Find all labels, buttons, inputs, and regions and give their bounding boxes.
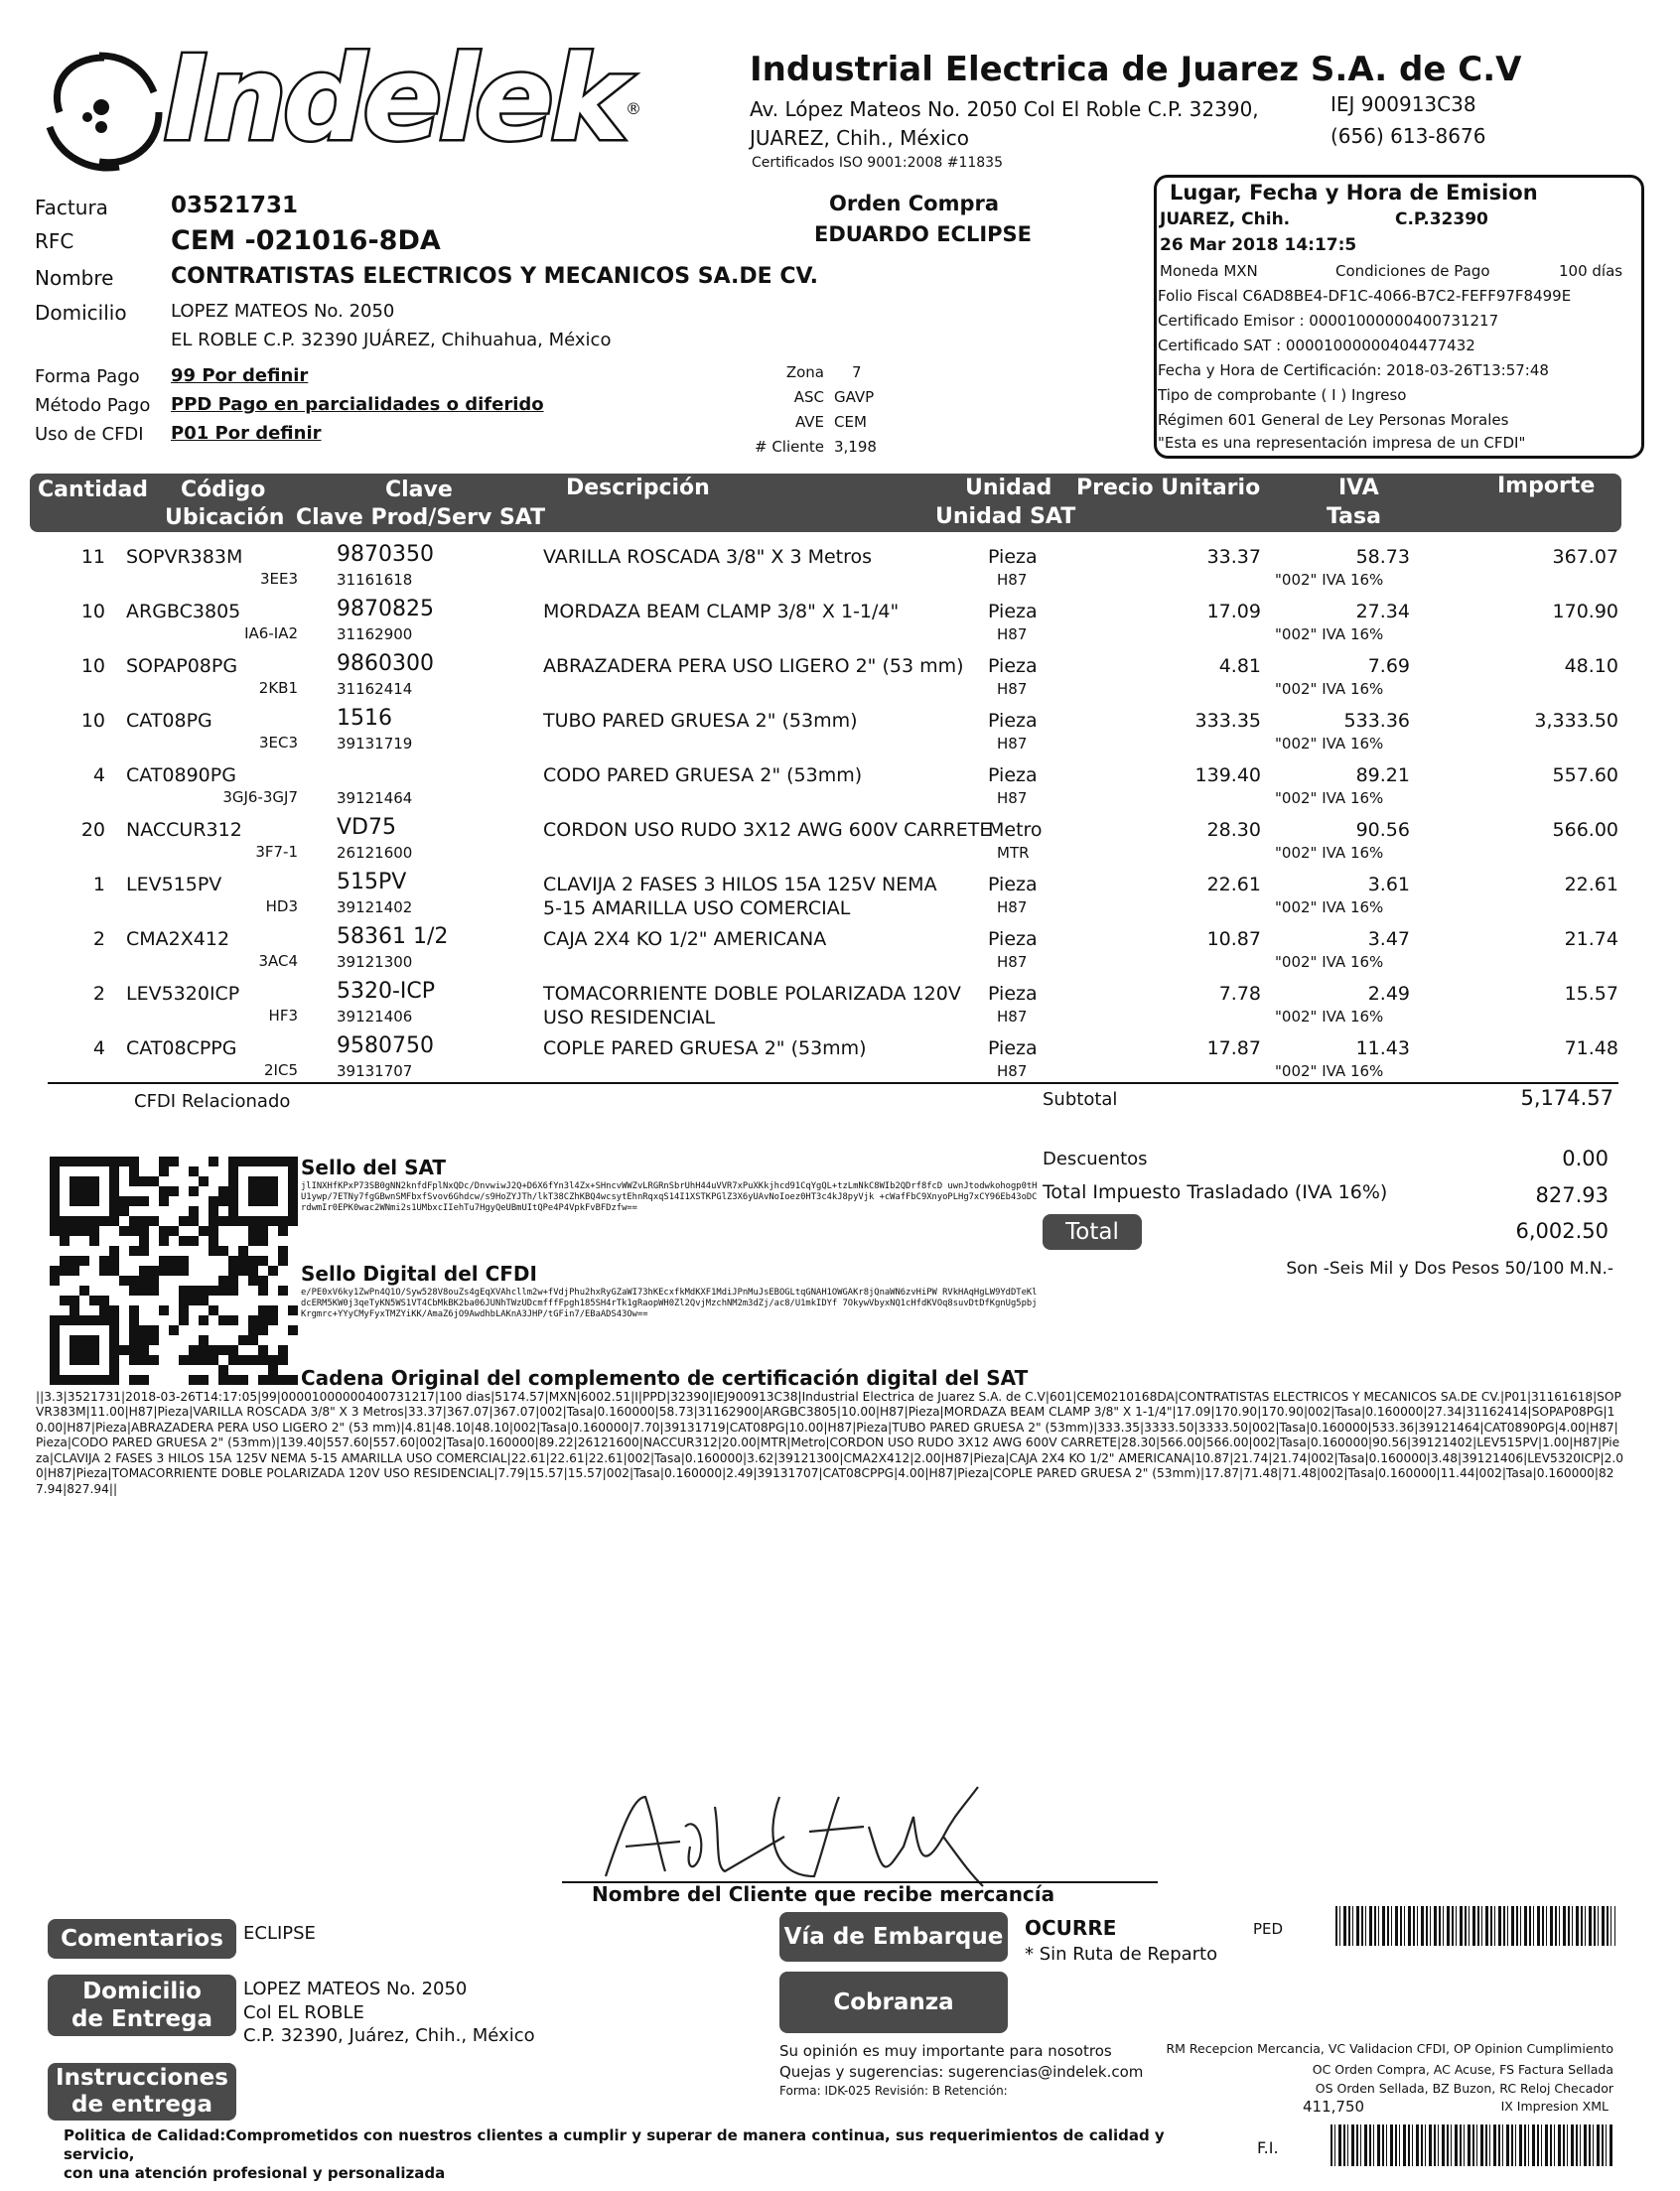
item-clave-sat: 31161618 [337,571,413,589]
item-ubicacion: 3AC4 [258,952,298,970]
item-clave: 5320-ICP [337,979,436,1004]
comentarios: ECLIPSE [243,1923,316,1944]
item-clave: 1516 [337,706,392,731]
item-tasa: "002" IVA 16% [1275,789,1384,807]
header-importe: Importe [1497,474,1596,498]
total-label: Total [1043,1214,1142,1250]
zona: 7 [852,363,862,381]
item-descripcion: CAJA 2X4 KO 1/2" AMERICANA [543,928,827,950]
firma-label: Nombre del Cliente que recibe mercancía [592,1882,1055,1906]
item-tasa: "002" IVA 16% [1275,898,1384,916]
item-descripcion: CODO PARED GRUESA 2" (53mm) [543,764,863,786]
item-codigo: CMA2X412 [126,928,230,950]
legend-3: OS Orden Sellada, BZ Buzon, RC Reloj Checador [1315,2081,1613,2096]
item-unidad: Pieza [988,546,1038,568]
item-clave-sat: 39121300 [337,953,413,971]
item-cantidad: 1 [92,874,105,895]
item-precio: 7.78 [1218,983,1261,1005]
item-clave-sat: 39131707 [337,1062,413,1080]
item-precio: 17.09 [1206,601,1261,622]
politica-calidad [64,2126,1235,2182]
folio-num: 411,750 [1303,2098,1365,2116]
entrega-line-3: C.P. 32390, Juárez, Chih., México [243,2025,535,2046]
item-importe: 21.74 [1564,928,1618,950]
item-clave-sat: 26121600 [337,844,413,862]
legend-1: RM Recepcion Mercancia, VC Validacion CFDI, OP Opinion Cumplimiento [1166,2041,1613,2056]
instrucciones-label-1: Instrucciones [56,2065,228,2091]
dias: 100 días [1559,262,1623,280]
nombre-label: Nombre [35,266,114,290]
item-iva: 89.21 [1355,764,1410,786]
barcode-top [1335,1906,1615,1946]
table-row [30,652,1618,707]
item-unidad-sat: H87 [997,1062,1028,1080]
asc: GAVP [834,388,875,406]
item-iva: 2.49 [1367,983,1410,1005]
item-descripcion: MORDAZA BEAM CLAMP 3/8" X 1-1/4" [543,601,900,622]
item-codigo: SOPVR383M [126,546,243,568]
item-unidad-sat: MTR [997,844,1030,862]
uso-cfdi: P01 Por definir [171,423,322,444]
item-descripcion: COPLE PARED GRUESA 2" (53mm) [543,1037,867,1059]
ruta: * Sin Ruta de Reparto [1025,1944,1218,1965]
item-tasa: "002" IVA 16% [1275,680,1384,698]
item-precio: 22.61 [1206,874,1261,895]
item-iva: 7.69 [1367,655,1410,677]
forma-pago-label: Forma Pago [35,366,140,387]
item-ubicacion: 2IC5 [264,1061,298,1079]
item-precio: 333.35 [1194,710,1261,732]
header-unidad-sat: Unidad SAT [935,504,1076,529]
forma-pago: 99 Por definir [171,365,309,386]
item-ubicacion: 3GJ6-3GJ7 [222,788,298,806]
item-iva: 11.43 [1355,1037,1410,1059]
via-embarque: OCURRE [1025,1916,1117,1940]
zona-label: Zona [785,363,824,381]
politica-text: Comprometidos con nuestros clientes a cumplir y superar de manera continua, sus requerimientos de calidad y servicio, [64,2126,1165,2163]
politica-text-2: con una atención profesional y personalizada [64,2163,446,2182]
item-descripcion: CLAVIJA 2 FASES 3 HILOS 15A 125V NEMA [543,874,937,895]
item-cantidad: 2 [92,928,105,950]
orden-compra: EDUARDO ECLIPSE [814,222,1033,246]
item-importe: 566.00 [1552,819,1618,841]
cadena-title: Cadena Original del complemento de certificación digital del SAT [301,1366,1029,1390]
sello-sat-text: jlINXHfKPxP73SB0gNN2knfdFplNxQDc/DnvwiwJ2Q+D6X6fYn3l4Zx+SHncvWWZvLRGRnSbrUhH44uVVR7xPuXKkjhcd91CqYgQL+tzLmNkC8WIb2QDrf8fcD uwnJtodwkohogp0tHU1ywp/7ETNy7fgGBwnSMFbxfSvov6Ghdcw/s9HoZYJTh/lkT38CZhKBQ4wcsytEhnRqxqS14I1XSTKPGlZ3X6yUAvNoIoez0HT3c4kJ8pyVjk +cWafFbC9XnyoPLHg7xCY96Eb43oDCrdwmIr0EPK0wac2WNmi2s1UMbxcIIehTu7HgyQeUBmUItQPe4P4VpkFvBFDzfw== [301,1181,1038,1213]
header-unidad: Unidad [965,476,1052,500]
item-tasa: "002" IVA 16% [1275,571,1384,589]
politica-label: Politica de Calidad: [64,2126,226,2144]
item-cantidad: 10 [80,601,105,622]
rfc-label: RFC [35,229,74,253]
regimen: Régimen 601 General de Ley Personas Morales [1158,411,1509,429]
item-precio: 17.87 [1206,1037,1261,1059]
item-ubicacion: 3F7-1 [255,843,298,861]
item-clave: 58361 1/2 [337,924,449,949]
item-iva: 3.47 [1367,928,1410,950]
header-iva: IVA [1338,476,1379,500]
item-iva: 27.34 [1355,601,1410,622]
item-descripcion-2: USO RESIDENCIAL [543,1007,716,1028]
cfdi-relacionado: CFDI Relacionado [134,1091,291,1112]
company-name: Industrial Electrica de Juarez S.A. de C.V [750,50,1522,89]
moneda: Moneda MXN [1160,262,1258,280]
entrega-line-1: LOPEZ MATEOS No. 2050 [243,1979,468,1999]
subtotal-value: 5,174.57 [1520,1086,1613,1110]
item-unidad-sat: H87 [997,898,1028,916]
item-precio: 33.37 [1206,546,1261,568]
item-unidad-sat: H87 [997,625,1028,643]
client-address-1: LOPEZ MATEOS No. 2050 [171,301,395,322]
table-row [30,871,1618,925]
header-cantidad: Cantidad [38,478,149,502]
item-unidad: Pieza [988,983,1038,1005]
item-importe: 170.90 [1552,601,1618,622]
item-cantidad: 10 [80,710,105,732]
qr-code-icon [50,1157,298,1385]
emision-title: Lugar, Fecha y Hora de Emision [1170,181,1538,205]
item-codigo: SOPAP08PG [126,655,238,677]
item-clave: 9860300 [337,651,434,676]
metodo-pago: PPD Pago en parcialidades o diferido [171,394,544,415]
total-letra: Son -Seis Mil y Dos Pesos 50/100 M.N.- [1286,1259,1613,1279]
sello-cfdi-text: e/PE0xV6ky1ZwPn4Q1O/Syw528V8ouZs4gEqXVAhcllm2w+fVdjPhu2hxRyGZaWI73hKEcxfkMdKXF1MdiJPnMuJsEBOGLtqGNAH1OWGAKr8jQnaWN6zvHiPW RVkHAqHgLW9YdDTeKldcERM5KW0j3qeTyKN5WS1VT4CbMkBK2ba06JUNhTWzUDcmfffFpgh185SH4rTk1gRaopWH0Zl2QvjMzchNM2m3dZj/ac8/U1mkIDYf 7OkywVbyxNQ1cHfdKVOq8suvDtDfKgnUg5pbjKrgmrc+YYyCMyFyxTMZYiKK/AmaZ6jO9AwdhbLAKnA3JHP/tGFin7/EBaADS43Ow== [301,1288,1038,1319]
header-clave: Clave [385,478,453,502]
item-precio: 4.81 [1218,655,1261,677]
subtotal-label: Subtotal [1043,1089,1118,1110]
legend-4: IX Impresion XML [1500,2099,1609,2114]
domicilio-entrega-button [48,1975,236,2036]
item-importe: 71.48 [1564,1037,1618,1059]
item-unidad: Pieza [988,710,1038,732]
company-address-2: JUAREZ, Chih., México [750,126,969,150]
signature [586,1777,1003,1896]
item-clave-sat: 39121464 [337,789,413,807]
instrucciones-button [48,2063,236,2121]
item-iva: 3.61 [1367,874,1410,895]
item-ubicacion: 3EE3 [259,570,298,588]
header-descripcion: Descripción [566,476,710,500]
item-unidad-sat: H87 [997,680,1028,698]
domicilio-label: Domicilio [35,301,127,325]
barcode-bottom [1330,2124,1613,2166]
cliente-number: 3,198 [834,438,877,456]
ave: CEM [834,413,867,431]
item-unidad-sat: H87 [997,789,1028,807]
item-tasa: "002" IVA 16% [1275,1008,1384,1026]
item-descripcion: TUBO PARED GRUESA 2" (53mm) [543,710,858,732]
item-descripcion: CORDON USO RUDO 3X12 AWG 600V CARRETE [543,819,992,841]
emision-datetime: 26 Mar 2018 14:17:5 [1160,235,1357,255]
company-rfc: IEJ 900913C38 [1330,92,1476,116]
item-tasa: "002" IVA 16% [1275,625,1384,643]
table-row [30,598,1618,652]
item-tasa: "002" IVA 16% [1275,844,1384,862]
item-unidad-sat: H87 [997,953,1028,971]
table-bottom-rule [48,1082,1618,1084]
item-cantidad: 11 [80,546,105,568]
item-clave: VD75 [337,815,396,840]
item-unidad: Pieza [988,874,1038,895]
factura-number: 03521731 [171,193,299,218]
cert-sat: Certificado SAT : 00001000000404477432 [1158,337,1475,354]
item-clave: 515PV [337,870,407,894]
item-iva: 90.56 [1355,819,1410,841]
item-codigo: LEV515PV [126,874,222,895]
item-unidad: Pieza [988,655,1038,677]
emision-city: JUAREZ, Chih. [1160,209,1291,229]
fi-label: F.I. [1257,2138,1279,2157]
item-clave-sat: 39131719 [337,735,413,753]
item-cantidad: 2 [92,983,105,1005]
ped-label: PED [1253,1920,1284,1938]
item-importe: 22.61 [1564,874,1618,895]
header-clave-prod: Clave Prod/Serv SAT [296,505,546,530]
item-importe: 15.57 [1564,983,1618,1005]
table-row [30,1034,1618,1089]
asc-label: ASC [793,388,824,406]
item-tasa: "002" IVA 16% [1275,735,1384,753]
header-ubicacion: Ubicación [165,505,285,530]
items-table-header [30,474,1621,532]
item-unidad: Pieza [988,601,1038,622]
uso-cfdi-label: Uso de CFDI [35,424,144,445]
item-codigo: NACCUR312 [126,819,242,841]
item-clave-sat: 31162900 [337,625,413,643]
header-precio: Precio Unitario [1076,476,1261,500]
item-ubicacion: HD3 [265,897,298,915]
header-tasa: Tasa [1327,504,1381,529]
item-ubicacion: 2KB1 [258,679,298,697]
descuentos-label: Descuentos [1043,1149,1148,1169]
table-row [30,816,1618,871]
item-codigo: LEV5320ICP [126,983,240,1005]
client-address-2: EL ROBLE C.P. 32390 JUÁREZ, Chihuahua, México [171,330,612,350]
instrucciones-label-2: de entrega [71,2092,212,2118]
table-row [30,707,1618,761]
domicilio-entrega-label-1: Domicilio [82,1979,202,2004]
item-cantidad: 4 [92,764,105,786]
item-cantidad: 10 [80,655,105,677]
item-importe: 3,333.50 [1534,710,1618,732]
item-precio: 28.30 [1206,819,1261,841]
item-ubicacion: HF3 [268,1007,298,1025]
item-importe: 48.10 [1564,655,1618,677]
item-unidad: Metro [988,819,1043,841]
impuesto-label: Total Impuesto Trasladado (IVA 16%) [1043,1181,1388,1203]
table-row [30,761,1618,816]
domicilio-entrega-label-2: de Entrega [70,2006,213,2032]
item-clave: 9870350 [337,542,434,567]
cert-emisor: Certificado Emisor : 00001000000400731217 [1158,312,1499,330]
item-descripcion: ABRAZADERA PERA USO LIGERO 2" (53 mm) [543,655,964,677]
item-codigo: CAT0890PG [126,764,236,786]
cadena-text: ||3.3|3521731|2018-03-26T14:17:05|99|00001000000400731217|100 dias|5174.57|MXN|6002.51|I|PPD|32390|IEJ900913C38|Industrial Electrica de Juarez S.A. de C.V|601|CEM0210168DA|CONTRATISTAS ELECTRICOS Y MECANICOS SA.DE CV.|P01|31161618|SOPVR383M|11.00|H87|Pieza|VARILLA ROSCADA 3/8" X 3 Metros|33.37|367.07|367.07|002|Tasa|0.160000|58.73|31162900|ARGBC3805|10.00|H87|Pieza|MORDAZA BEAM CLAMP 3/8" X 1-1/4"|17.09|170.90|170.90|002|Tasa|0.160000|27.34|31162414|SOPAP08PG|10.00|H87|Pieza|ABRAZADERA PERA USO LIGERO 2" (53 mm)|4.81|48.10|48.10|002|Tasa|0.160000|7.70|39131719|CAT08PG|10.00|H87|Pieza|TUBO PARED GRUESA 2" (53mm)|333.35|3333.50|3333.50|002|Tasa|0.160000|533.36|39121464|CAT0890PG|4.00|H87|Pieza|CODO PARED GRUESA 2" (53mm)|139.40|557.60|557.60|002|Tasa|0.160000|89.22|26121600|NACCUR312|20.00|MTR|Metro|CORDON USO RUDO 3X12 AWG 600V CARRETE|28.30|566.00|566.00|002|Tasa|0.160000|90.56|39121402|LEV515PV|1.00|H87|Pieza|CLAVIJA 2 FASES 3 HILOS 15A 125V NEMA 5-15 AMARILLA USO COMERCIAL|22.61|22.61|22.61|002|Tasa|0.160000|3.62|39121300|CMA2X412|2.00|H87|Pieza|CAJA 2X4 KO 1/2" AMERICANA|10.87|21.74|21.74|002|Tasa|0.160000|3.48|39121406|LEV5320ICP|2.00|H87|Pieza|TOMACORRIENTE DOBLE POLARIZADA 120V USO RESIDENCIAL|7.79|15.57|15.57|002|Tasa|0.160000|2.49|39131707|CAT08CPPG|4.00|H87|Pieza|COPLE PARED GRUESA 2" (53mm)|17.87|71.48|71.48|002|Tasa|0.160000|11.44|002|Tasa|0.160000|827.94|827.94|| [36,1390,1624,1496]
iso-cert: Certificados ISO 9001:2008 #11835 [752,155,1003,171]
orden-compra-label: Orden Compra [829,192,1000,215]
table-row [30,925,1618,980]
item-unidad-sat: H87 [997,735,1028,753]
item-unidad-sat: H87 [997,571,1028,589]
representacion-impresa: "Esta es una representación impresa de un CFDI" [1158,434,1526,452]
comentarios-button: Comentarios [48,1919,236,1959]
table-row [30,543,1618,598]
item-clave: 9870825 [337,597,434,621]
quejas: Quejas y sugerencias: sugerencias@indelek.com [779,2063,1144,2081]
item-clave-sat: 39121402 [337,898,413,916]
item-descripcion: VARILLA ROSCADA 3/8" X 3 Metros [543,546,873,568]
company-address-1: Av. López Mateos No. 2050 Col El Roble C.P. 32390, [750,97,1259,121]
cliente-label: # Cliente [755,438,824,456]
registered-icon: ® [626,99,641,118]
item-iva: 533.36 [1343,710,1410,732]
opinion: Su opinión es muy importante para nosotros [779,2042,1112,2060]
client-rfc: CEM -021016-8DA [171,225,441,256]
item-codigo: CAT08PG [126,710,212,732]
indelek-logo-swirl-icon [30,38,179,187]
item-importe: 367.07 [1552,546,1618,568]
item-cantidad: 20 [80,819,105,841]
impuesto-value: 827.93 [1535,1183,1609,1207]
indelek-logo: Indelek [164,30,625,167]
legend-2: OC Orden Compra, AC Acuse, FS Factura Sellada [1312,2062,1613,2077]
item-descripcion: TOMACORRIENTE DOBLE POLARIZADA 120V [543,983,961,1005]
item-cantidad: 4 [92,1037,105,1059]
item-clave-sat: 39121406 [337,1008,413,1026]
item-precio: 139.40 [1194,764,1261,786]
item-ubicacion: IA6-IA2 [244,624,298,642]
sello-sat-title: Sello del SAT [301,1156,447,1179]
item-unidad: Pieza [988,764,1038,786]
item-ubicacion: 3EC3 [258,734,298,752]
header-codigo: Código [181,478,266,502]
metodo-pago-label: Método Pago [35,395,151,416]
item-clave-sat: 31162414 [337,680,413,698]
tipo-comprobante: Tipo de comprobante ( I ) Ingreso [1158,386,1407,404]
item-precio: 10.87 [1206,928,1261,950]
item-codigo: CAT08CPPG [126,1037,237,1059]
item-codigo: ARGBC3805 [126,601,241,622]
item-clave: 9580750 [337,1033,434,1058]
ave-label: AVE [794,413,824,431]
item-unidad: Pieza [988,928,1038,950]
client-name: CONTRATISTAS ELECTRICOS Y MECANICOS SA.DE CV. [171,264,819,289]
entrega-line-2: Col EL ROBLE [243,2002,364,2023]
item-unidad-sat: H87 [997,1008,1028,1026]
cobranza-button: Cobranza [779,1972,1008,2033]
condiciones-pago: Condiciones de Pago [1335,262,1490,280]
descuentos-value: 0.00 [1562,1147,1609,1170]
item-importe: 557.60 [1552,764,1618,786]
total-value: 6,002.50 [1515,1219,1609,1243]
item-tasa: "002" IVA 16% [1275,1062,1384,1080]
item-unidad: Pieza [988,1037,1038,1059]
item-tasa: "002" IVA 16% [1275,953,1384,971]
table-row [30,980,1618,1034]
sello-cfdi-title: Sello Digital del CFDI [301,1262,537,1286]
emision-cp: C.P.32390 [1395,209,1488,229]
company-phone: (656) 613-8676 [1330,124,1486,148]
item-iva: 58.73 [1355,546,1410,568]
folio-fiscal: Folio Fiscal C6AD8BE4-DF1C-4066-B7C2-FEFF97F8499E [1158,287,1572,305]
via-embarque-button: Vía de Embarque [779,1912,1008,1962]
factura-label: Factura [35,196,108,219]
item-descripcion-2: 5-15 AMARILLA USO COMERCIAL [543,897,851,919]
forma-revision: Forma: IDK-025 Revisión: B Retención: [779,2084,1008,2098]
fecha-certificacion: Fecha y Hora de Certificación: 2018-03-26T13:57:48 [1158,361,1549,379]
